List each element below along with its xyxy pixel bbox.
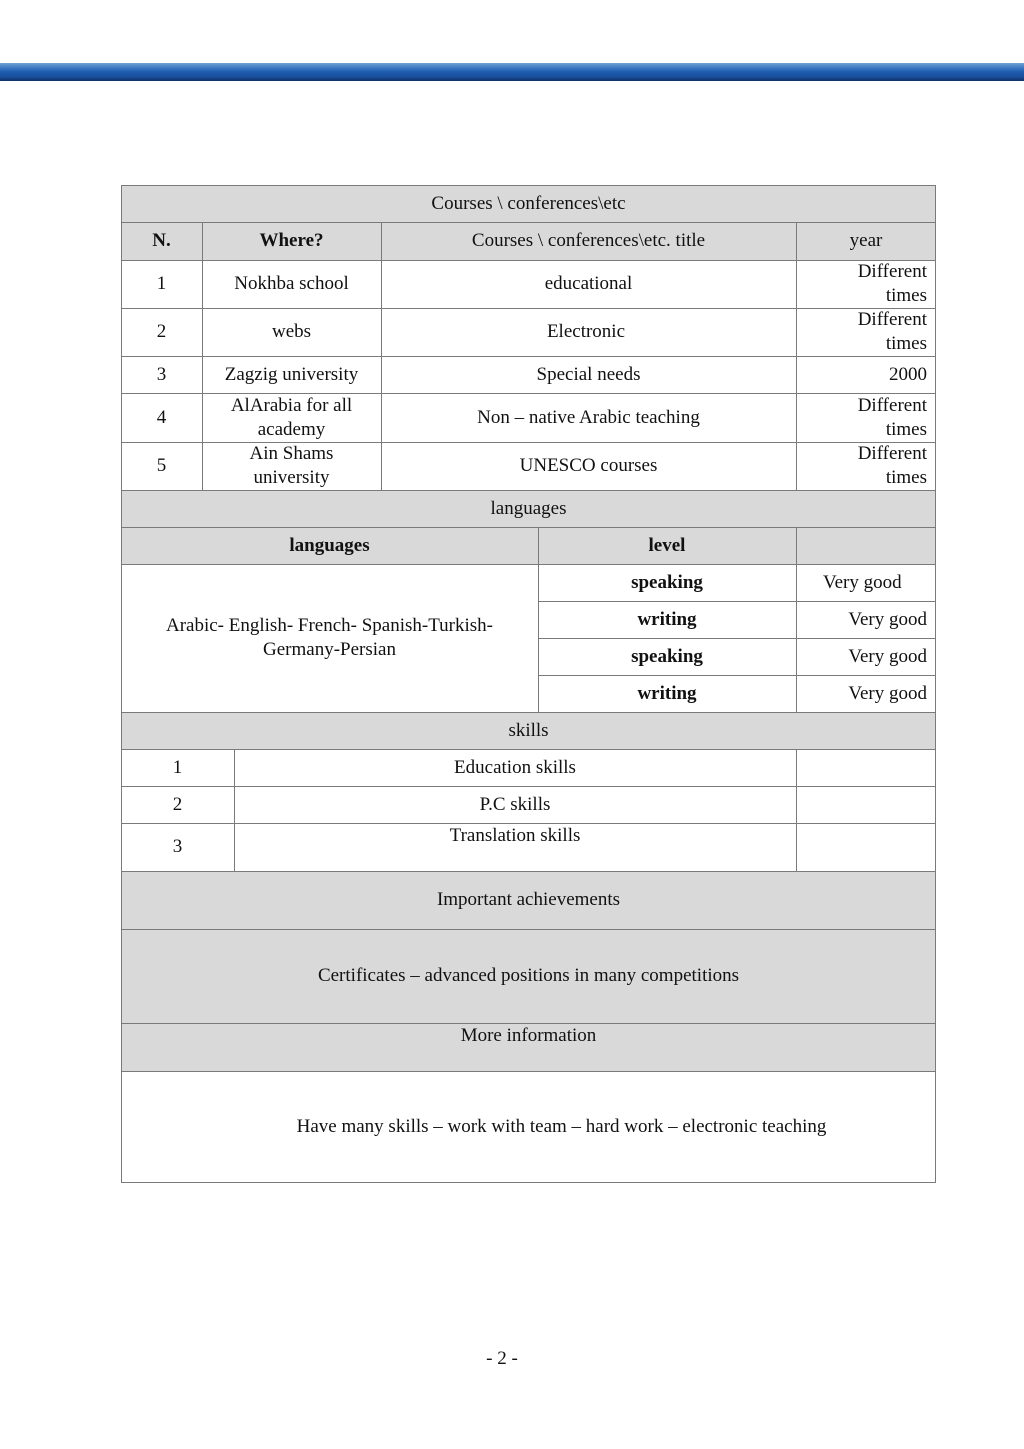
- more-info-text: Have many skills – work with team – hard work – electronic teaching: [296, 1115, 827, 1137]
- languages-header-level: level: [648, 534, 686, 556]
- course-row-year: Different times: [857, 394, 927, 440]
- achievements-text: Certificates – advanced positions in many competitions: [317, 965, 740, 986]
- course-row-title: Electronic: [546, 321, 626, 342]
- course-row-title: Special needs: [536, 363, 641, 385]
- course-row-year: Different times: [857, 309, 927, 354]
- skill-row-number: 2: [172, 793, 183, 815]
- language-skill: writing: [637, 682, 697, 704]
- courses-header-n: N.: [152, 230, 171, 251]
- language-skill: writing: [637, 608, 697, 630]
- course-row-number: 3: [156, 363, 167, 385]
- language-level-value: Very good: [848, 645, 927, 667]
- course-row-number: 2: [156, 321, 167, 342]
- course-row-year: Different times: [857, 443, 927, 488]
- language-level-value: Very good: [848, 682, 927, 704]
- courses-section-title: Courses \ conferences\etc: [431, 192, 626, 214]
- course-row-year: Different times: [857, 261, 927, 306]
- course-row-number: 1: [156, 273, 167, 294]
- skill-row-label: Education skills: [454, 756, 576, 778]
- course-row-title: educational: [544, 273, 633, 294]
- skill-row-number: 3: [172, 836, 183, 857]
- skill-row-label: Translation skills: [449, 825, 581, 846]
- cv-table: [121, 185, 936, 1183]
- course-row-where: Ain Shams university: [249, 443, 334, 488]
- course-row-year: 2000: [889, 363, 927, 385]
- header-rule: [0, 63, 1024, 81]
- languages-header-languages: languages: [289, 534, 370, 556]
- courses-header-where: Where?: [259, 230, 324, 251]
- course-row-number: 5: [156, 455, 167, 476]
- course-row-where: webs: [271, 321, 312, 342]
- achievements-section-title: Important achievements: [436, 889, 621, 910]
- course-row-number: 4: [156, 406, 167, 428]
- course-row-title: Non – native Arabic teaching: [477, 406, 700, 428]
- language-level-value: Very good: [823, 571, 902, 593]
- course-row-where: AlArabia for all academy: [230, 394, 353, 440]
- page-number: - 2 -: [486, 1348, 518, 1369]
- skill-row-number: 1: [172, 756, 183, 778]
- languages-section-title: languages: [490, 497, 567, 519]
- course-row-where: Zagzig university: [224, 363, 359, 385]
- skills-section-title: skills: [508, 719, 549, 741]
- language-skill: speaking: [631, 571, 703, 593]
- skill-row-label: P.C skills: [479, 793, 551, 815]
- more-info-section-title: More information: [460, 1025, 597, 1046]
- language-level-value: Very good: [848, 608, 927, 630]
- course-row-where: Nokhba school: [234, 273, 349, 294]
- courses-header-title: Courses \ conferences\etc. title: [471, 230, 706, 251]
- course-row-title: UNESCO courses: [519, 455, 658, 476]
- courses-header-year: year: [849, 230, 883, 251]
- language-skill: speaking: [631, 645, 703, 667]
- languages-list: Arabic- English- French- Spanish-Turkish- Germany-Persian: [165, 615, 493, 660]
